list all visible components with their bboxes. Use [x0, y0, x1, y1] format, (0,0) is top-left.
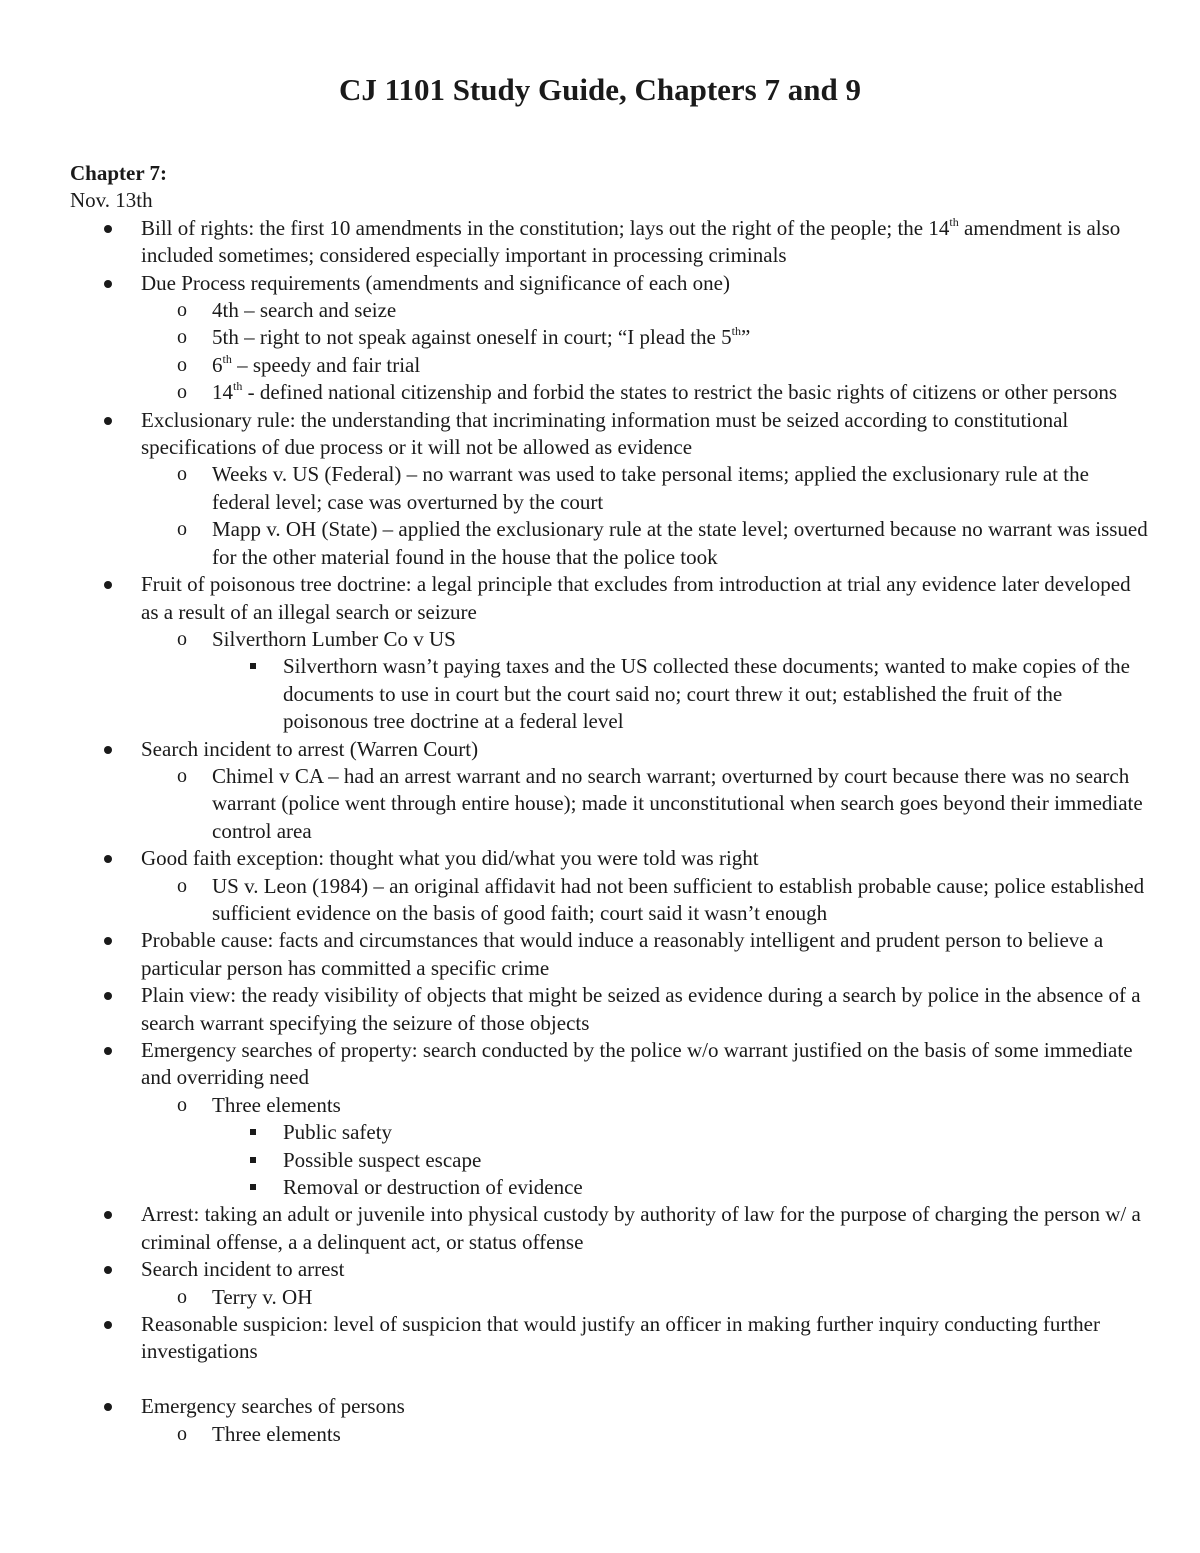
sub-list — [141, 873, 1150, 928]
ordinal-superscript: th — [949, 214, 959, 229]
sub-sub-item-text: Possible suspect escape — [283, 1147, 482, 1172]
outline-item-text: Probable cause: facts and circumstances that would induce a reasonably intelligent and prudent person to believe a particular person has committed a specific crime — [141, 928, 1104, 980]
bullet-disc-icon — [104, 746, 112, 754]
bullet-square-icon — [250, 663, 256, 669]
bullet-circle-icon: o — [177, 518, 187, 541]
sub-list — [141, 763, 1150, 845]
bullet-disc-icon — [104, 1403, 112, 1411]
sub-item — [141, 873, 1150, 928]
bullet-disc-icon — [104, 855, 112, 863]
blank-line — [70, 1366, 1150, 1393]
sub-item-text — [212, 1285, 312, 1309]
text-segment: amendment is also included sometimes; considered especially important in processing criminals — [141, 215, 1121, 268]
text-segment: 4th – search and seize — [212, 298, 397, 323]
sub-sub-list — [212, 653, 1150, 735]
sub-item-text — [212, 462, 1089, 513]
ordinal-superscript: th — [222, 351, 232, 366]
sub-item-text — [212, 380, 1117, 404]
bullet-circle-icon: o — [177, 353, 187, 376]
sub-item-text — [212, 627, 456, 651]
outline-item — [70, 1256, 1150, 1311]
bullet-circle-icon: o — [177, 1285, 187, 1308]
sub-list — [141, 1284, 1150, 1311]
outline-item-text: Plain view: the ready visibility of objects that might be seized as evidence during a search by police in the absence of a search warrant specifying the seizure of those objects — [141, 983, 1141, 1035]
bullet-square-icon — [250, 1157, 256, 1163]
bullet-disc-icon — [104, 1047, 112, 1055]
sub-item — [141, 1092, 1150, 1202]
sub-item-text — [212, 1093, 341, 1117]
sub-list — [141, 1092, 1150, 1202]
sub-item-text — [212, 1422, 341, 1446]
outline-list — [70, 215, 1150, 1448]
bullet-square-icon — [250, 1184, 256, 1190]
sub-sub-item — [212, 1119, 1150, 1146]
date-line: Nov. 13th — [70, 188, 153, 213]
sub-sub-item — [212, 653, 1150, 735]
sub-sub-item — [212, 1174, 1150, 1201]
sub-sub-item-text: Removal or destruction of evidence — [283, 1175, 583, 1200]
bullet-square-icon — [250, 1129, 256, 1135]
bullet-circle-icon: o — [177, 1093, 187, 1116]
sub-item — [141, 1284, 1150, 1311]
text-segment: Silverthorn Lumber Co v US — [212, 626, 456, 651]
outline-item — [70, 1201, 1150, 1256]
outline-item-text: Search incident to arrest — [141, 1257, 345, 1282]
bullet-circle-icon: o — [177, 1422, 187, 1445]
outline-item — [70, 927, 1150, 982]
bullet-circle-icon: o — [177, 764, 187, 787]
sub-item — [141, 379, 1150, 406]
sub-sub-list — [212, 1119, 1150, 1201]
text-segment: 5th – right to not speak against oneself in court; “I plead the 5 — [212, 325, 732, 350]
text-segment: – speedy and fair trial — [231, 352, 421, 377]
sub-item — [141, 516, 1150, 571]
sub-list — [141, 1421, 1150, 1448]
bullet-disc-icon — [104, 1266, 112, 1274]
outline-item-text: Emergency searches of property: search conducted by the police w/o warrant justified on the basis of some immediate and overriding need — [141, 1038, 1133, 1090]
text-segment: - defined national citizenship and forbid the states to restrict the basic rights of citizens or other persons — [242, 380, 1118, 405]
ordinal-superscript: th — [233, 379, 243, 394]
outline-item-text: Fruit of poisonous tree doctrine: a legal principle that excludes from introduction at trial any evidence later developed as a result of an illegal search or seizure — [141, 572, 1131, 624]
document-body — [70, 160, 1150, 1448]
sub-item — [141, 626, 1150, 736]
outline-item-text: Search incident to arrest (Warren Court) — [141, 736, 479, 761]
sub-item-text — [212, 353, 420, 377]
outline-item-text: Due Process requirements (amendments and significance of each one) — [141, 270, 730, 295]
outline-item-text: Emergency searches of persons — [141, 1394, 405, 1419]
outline-item-text: Arrest: taking an adult or juvenile into physical custody by authority of law for the purpose of charging the person w/ a criminal offense, a a delinquent act, or status offense — [141, 1202, 1141, 1254]
text-segment: Terry v. OH — [212, 1284, 313, 1309]
text-segment: Three elements — [212, 1421, 341, 1446]
outline-item — [70, 1393, 1150, 1448]
outline-item — [70, 1037, 1150, 1201]
outline-item — [70, 1311, 1150, 1366]
outline-item — [70, 982, 1150, 1037]
bullet-circle-icon: o — [177, 463, 187, 486]
bullet-disc-icon — [104, 992, 112, 1000]
sub-sub-item-text: Public safety — [283, 1120, 393, 1145]
outline-item — [70, 215, 1150, 270]
bullet-disc-icon — [104, 1321, 112, 1329]
sub-sub-item-text: Silverthorn wasn’t paying taxes and the US collected these documents; wanted to make copies of the documents to use in court but the court said no; court threw it out; established the fruit of the poisonous tree doctrine at a federal level — [283, 654, 1130, 734]
bullet-disc-icon — [104, 937, 112, 945]
bullet-disc-icon — [104, 225, 112, 233]
bullet-circle-icon: o — [177, 299, 187, 322]
outline-item — [70, 571, 1150, 735]
text-segment: Chimel v CA – had an arrest warrant and no search warrant; overturned by court because there was no search warrant (police went through entire house); made it unconstitutional when search goes beyond their immediate control area — [212, 763, 1143, 843]
sub-sub-item — [212, 1147, 1150, 1174]
sub-list — [141, 297, 1150, 407]
sub-list — [141, 626, 1150, 736]
sub-list — [141, 461, 1150, 571]
text-segment: Bill of rights: the first 10 amendments in the constitution; lays out the right of the people; the 14 — [141, 215, 950, 240]
bullet-disc-icon — [104, 581, 112, 589]
sub-item-text — [212, 764, 1143, 843]
sub-item-text — [212, 874, 1144, 925]
bullet-disc-icon — [104, 417, 112, 425]
text-segment: 14 — [212, 380, 233, 405]
text-segment: US v. Leon (1984) – an original affidavit had not been sufficient to establish probable cause; police established sufficient evidence on the basis of good faith; court said it wasn’t enough — [212, 873, 1145, 925]
sub-item — [141, 324, 1150, 351]
bullet-circle-icon: o — [177, 326, 187, 349]
text-segment: Three elements — [212, 1092, 341, 1117]
bullet-disc-icon — [104, 1211, 112, 1219]
document-title: CJ 1101 Study Guide, Chapters 7 and 9 — [339, 72, 861, 107]
text-segment: 6 — [212, 352, 223, 377]
sub-item — [141, 1421, 1150, 1448]
sub-item — [141, 461, 1150, 516]
outline-item — [70, 845, 1150, 927]
bullet-circle-icon: o — [177, 627, 187, 650]
outline-item-text — [141, 216, 1120, 267]
outline-item — [70, 736, 1150, 846]
sub-item — [141, 352, 1150, 379]
sub-item-text — [212, 325, 750, 349]
bullet-circle-icon: o — [177, 381, 187, 404]
outline-item-text: Exclusionary rule: the understanding that incriminating information must be seized according to constitutional specifications of due process or it will not be allowed as evidence — [141, 407, 1069, 460]
text-segment: ” — [740, 325, 751, 350]
chapter-heading: Chapter 7: — [70, 161, 168, 185]
text-segment: Weeks v. US (Federal) – no warrant was used to take personal items; applied the exclusionary rule at the federal level; case was overturned by the court — [212, 462, 1089, 514]
outline-item-text: Reasonable suspicion: level of suspicion that would justify an officer in making further inquiry conducting further investigations — [141, 1312, 1100, 1364]
sub-item — [141, 297, 1150, 324]
outline-item-text: Good faith exception: thought what you did/what you were told was right — [141, 846, 759, 871]
ordinal-superscript: th — [731, 324, 741, 339]
bullet-disc-icon — [104, 280, 112, 288]
sub-item-text — [212, 298, 396, 322]
sub-item-text — [212, 517, 1148, 568]
text-segment: Mapp v. OH (State) – applied the exclusionary rule at the state level; overturned because no warrant was issued for the other material found in the house that the police took — [212, 517, 1148, 569]
outline-item — [70, 407, 1150, 571]
sub-item — [141, 763, 1150, 845]
bullet-circle-icon: o — [177, 874, 187, 897]
outline-item — [70, 270, 1150, 407]
